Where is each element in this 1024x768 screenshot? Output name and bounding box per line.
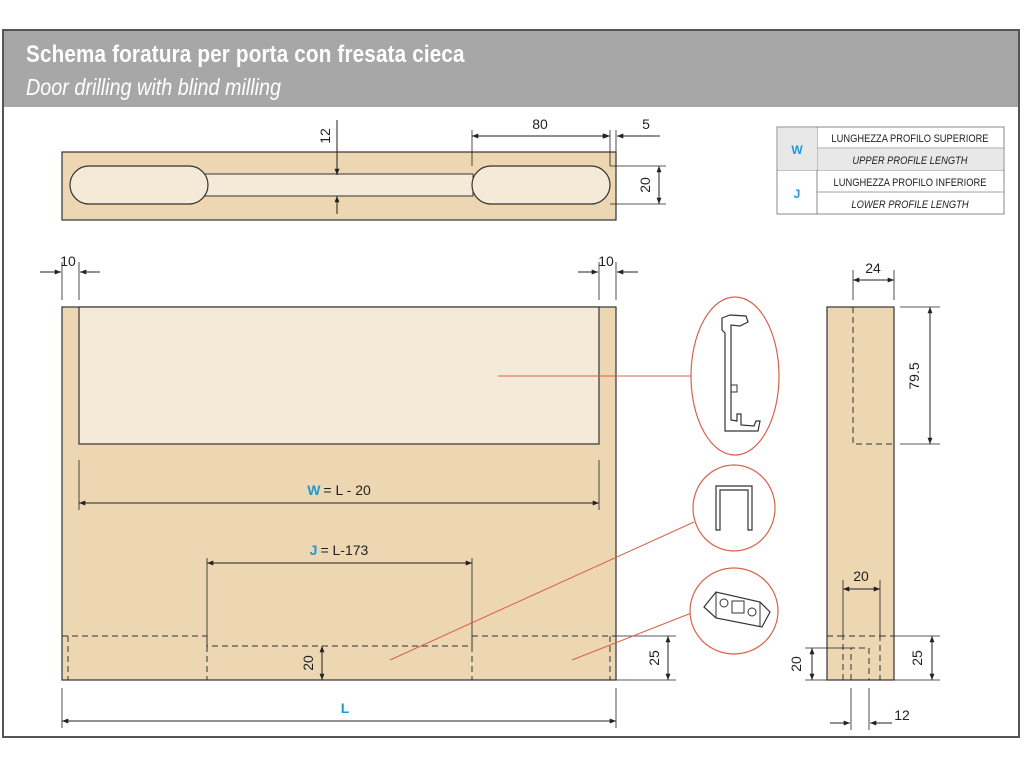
- drawing-stroke: [827, 307, 894, 680]
- legend-text-j-it: LUNGHEZZA PROFILO INFERIORE: [833, 177, 987, 190]
- dim-side-bottom-height: 20: [788, 656, 804, 672]
- lower-profile-detail: [693, 465, 775, 551]
- dim-edge-offset: 5: [642, 116, 650, 132]
- w-key-label: W: [307, 482, 321, 498]
- dim-right-margin: 10: [598, 253, 614, 269]
- dim-slot-width: 20: [637, 177, 653, 193]
- dim-overall-length: L: [340, 700, 350, 716]
- title-english: Door drilling with blind milling: [26, 74, 282, 100]
- legend-table: [777, 127, 1004, 214]
- top-channel: [205, 174, 473, 196]
- dim-side-bottom-recess: 25: [909, 650, 925, 666]
- legend-text-w-it: LUNGHEZZA PROFILO SUPERIORE: [831, 133, 989, 146]
- dim-side-bottom-offset: 12: [894, 707, 910, 723]
- dim-bottom-height: 20: [300, 655, 316, 671]
- top-view: [62, 116, 666, 220]
- right-slot: [472, 166, 610, 204]
- legend-key-j: J: [793, 187, 801, 201]
- j-key-label: J: [309, 542, 318, 558]
- legend-text-w-en: UPPER PROFILE LENGTH: [852, 155, 968, 168]
- left-slot: [70, 166, 208, 204]
- dim-left-margin: 10: [60, 253, 76, 269]
- legend-text-j-en: LOWER PROFILE LENGTH: [851, 199, 969, 212]
- dim-slot-length: 80: [532, 116, 548, 132]
- dim-slot-depth: 12: [317, 128, 333, 144]
- w-formula: = L - 20: [323, 482, 371, 498]
- svg-text:W= L - 20: [307, 482, 371, 498]
- side-view: [788, 260, 940, 730]
- legend-key-w: W: [791, 143, 803, 157]
- dim-side-bottom-width: 20: [853, 568, 869, 584]
- dim-bottom-recess: 25: [646, 650, 662, 666]
- dim-side-top-recess: 79.5: [906, 362, 922, 390]
- j-formula: = L-173: [320, 542, 369, 558]
- title-italian: Schema foratura per porta con fresata cieca: [26, 41, 465, 68]
- dim-side-thickness: 24: [865, 260, 881, 276]
